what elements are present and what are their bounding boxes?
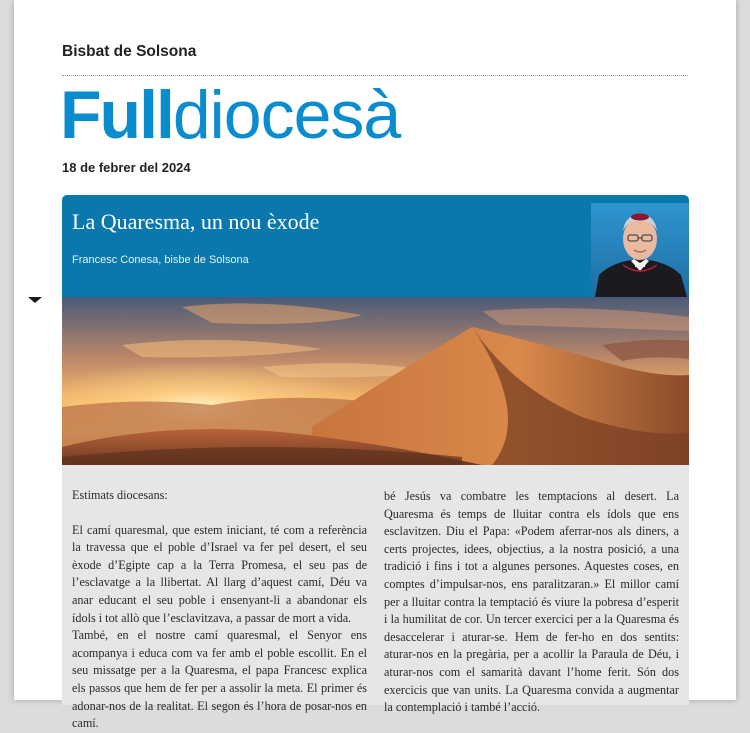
paragraph-3: bé Jesús va combatre les temptacions al desert. La Quaresma és temps de lluitar contra els ídols que ens esclavitzen. Diu el Papa: «Podem aferrar-nos als diners, a certs projectes, idees, objectius, a la nostra posició, a una tradició i fins i tot a algunes persones. Aquestes coses, en comptes d’impulsar-nos, ens paralitzaran.» El millor camí per a lluitar contra la temptació és viure la pobresa d’esperit i la humilitat de cor. Un tercer exercici per a la Quaresma és desaccelerar i aturar-se. Hem de fer-ho en dos sentits: aturar-nos en la pregària, per a acollir la Paraula de Déu, i aturar-nos com el samarità davant l’home ferit. Són dos exercicis que van units. La Quaresma convida a augmentar la contemplació i també l’acció. bbox=[384, 489, 679, 715]
issue-date: 18 de febrer del 2024 bbox=[62, 160, 191, 175]
header-divider bbox=[62, 75, 688, 76]
article-column-left bbox=[72, 487, 367, 733]
brand-logo bbox=[60, 77, 401, 153]
brand-light: diocesà bbox=[172, 77, 401, 153]
banner-notch bbox=[28, 297, 42, 303]
article-title: La Quaresma, un nou èxode bbox=[72, 209, 320, 234]
paragraph-2: També, en el nostre camí quaresmal, el Senyor ens acompanya i educa com va fer amb el poble escollit. En el seu missatge per a la Quaresma, el papa Francesc explica els passos que hem de fer per a assolir la meta. El primer és adonar-nos de la realitat. El segon és l’hora de posar-nos en camí. bbox=[72, 628, 367, 731]
article-author: Francesc Conesa, bisbe de Solsona bbox=[72, 254, 249, 266]
article-banner bbox=[62, 195, 689, 297]
bishop-portrait-icon bbox=[591, 203, 689, 297]
salutation: Estimats diocesans: bbox=[72, 488, 168, 502]
brand-bold: Full bbox=[60, 77, 173, 153]
diocese-name: Bisbat de Solsona bbox=[62, 43, 197, 60]
article-column-right bbox=[384, 488, 679, 717]
newsletter-page bbox=[14, 0, 736, 731]
paragraph-1: El camí quaresmal, que estem iniciant, té com a referència la travessa que el poble d’Israel va fer pel desert, el seu èxode d’Egipte cap a la Terra Promesa, el seu pas de l’esclavatge a la llibertat. Al llarg d’aquest camí, Déu va anar educant el seu poble i ensenyant-li a abandonar els ídols i tot allò que l’esclavitzava, a passar de mort a vida. bbox=[72, 522, 367, 625]
article-body bbox=[62, 465, 689, 731]
desert-dunes-icon bbox=[62, 297, 689, 465]
